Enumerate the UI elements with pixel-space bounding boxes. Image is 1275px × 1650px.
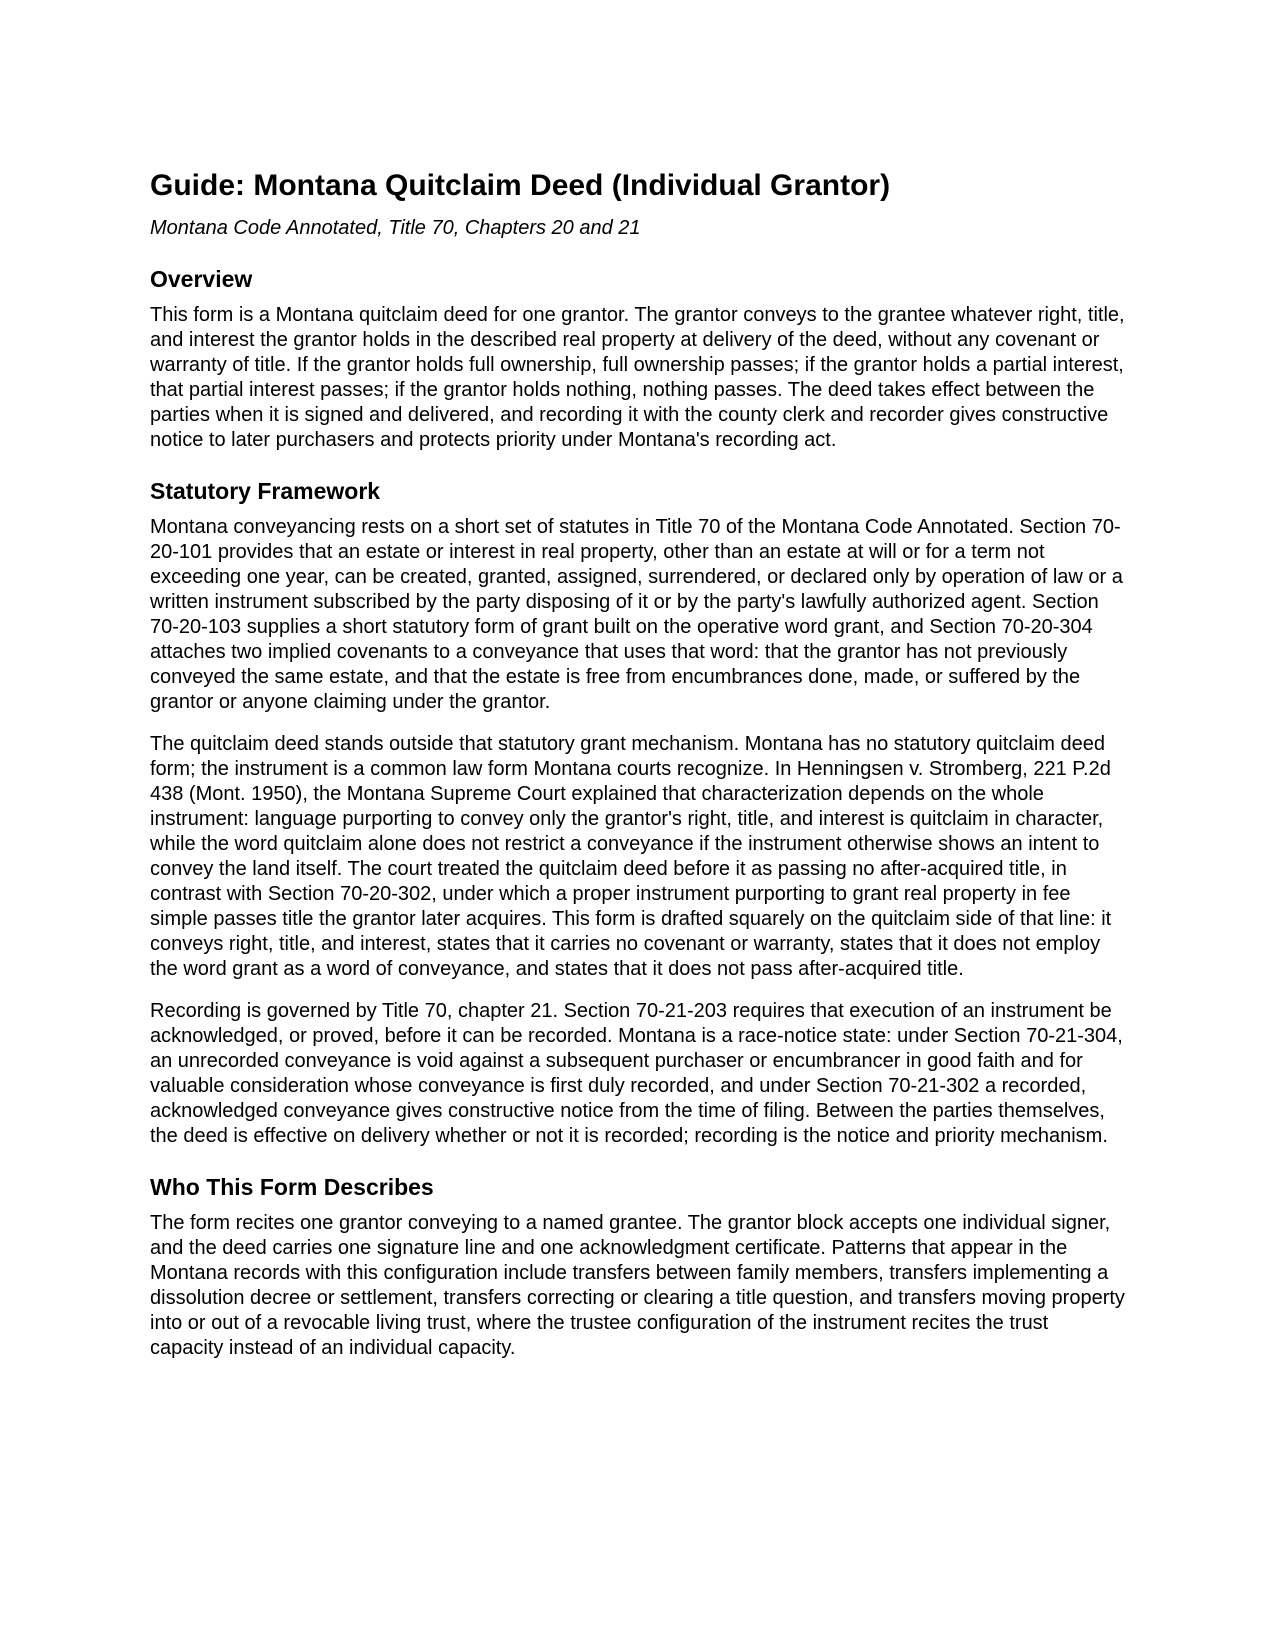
section-who-this-form-describes	[150, 1173, 1125, 1361]
section-overview	[150, 265, 1125, 453]
document-subtitle: Montana Code Annotated, Title 70, Chapters 20 and 21	[150, 217, 641, 239]
section-statutory-framework	[150, 477, 1125, 1149]
section-heading: Who This Form Describes	[150, 1174, 434, 1200]
paragraph: Montana conveyancing rests on a short set of statutes in Title 70 of the Montana Code Annotated. Section 70-20-101 provides that an estate or interest in real property, other than an estate at will or for a term not exceeding one year, can be created, granted, assigned, surrendered, or declared only by operation of law or a written instrument subscribed by the party disposing of it or by the party's lawfully authorized agent. Section 70-20-103 supplies a short statutory form of grant built on the operative word grant, and Section 70-20-304 attaches two implied covenants to a conveyance that uses that word: that the grantor has not previously conveyed the same estate, and that the estate is free from encumbrances done, made, or suffered by the grantor or anyone claiming under the grantor.	[150, 516, 1123, 713]
document-page	[150, 168, 1125, 1361]
section-heading: Overview	[150, 266, 253, 292]
paragraph: This form is a Montana quitclaim deed for one grantor. The grantor conveys to the grantee whatever right, title, and interest the grantor holds in the described real property at delivery of the deed, without any covenant or warranty of title. If the grantor holds full ownership, full ownership passes; if the grantor holds a partial interest, that partial interest passes; if the grantor holds nothing, nothing passes. The deed takes effect between the parties when it is signed and delivered, and recording it with the county clerk and recorder gives constructive notice to later purchasers and protects priority under Montana's recording act.	[150, 304, 1125, 451]
paragraph: The quitclaim deed stands outside that statutory grant mechanism. Montana has no statutory quitclaim deed form; the instrument is a common law form Montana courts recognize. In Henningsen v. Stromberg, 221 P.2d 438 (Mont. 1950), the Montana Supreme Court explained that characterization depends on the whole instrument: language purporting to convey only the grantor's right, title, and interest is quitclaim in character, while the word quitclaim alone does not restrict a conveyance if the instrument otherwise shows an intent to convey the land itself. The court treated the quitclaim deed before it as passing no after-acquired title, in contrast with Section 70-20-302, under which a proper instrument purporting to grant real property in fee simple passes title the grantor later acquires. This form is drafted squarely on the quitclaim side of that line: it conveys right, title, and interest, states that it carries no covenant or warranty, states that it does not employ the word grant as a word of conveyance, and states that it does not pass after-acquired title.	[150, 733, 1112, 980]
document-title: Guide: Montana Quitclaim Deed (Individual Grantor)	[150, 169, 891, 202]
paragraph: Recording is governed by Title 70, chapter 21. Section 70-21-203 requires that execution of an instrument be acknowledged, or proved, before it can be recorded. Montana is a race-notice state: under Section 70-21-304, an unrecorded conveyance is void against a subsequent purchaser or encumbrancer in good faith and for valuable consideration whose conveyance is first duly recorded, and under Section 70-21-302 a recorded, acknowledged conveyance gives constructive notice from the time of filing. Between the parties themselves, the deed is effective on delivery whether or not it is recorded; recording is the notice and priority mechanism.	[150, 1000, 1123, 1147]
paragraph: The form recites one grantor conveying to a named grantee. The grantor block accepts one individual signer, and the deed carries one signature line and one acknowledgment certificate. Patterns that appear in the Montana records with this configuration include transfers between family members, transfers implementing a dissolution decree or settlement, transfers correcting or clearing a title question, and transfers moving property into or out of a revocable living trust, where the trustee configuration of the instrument recites the trust capacity instead of an individual capacity.	[150, 1212, 1125, 1359]
section-heading: Statutory Framework	[150, 478, 381, 504]
